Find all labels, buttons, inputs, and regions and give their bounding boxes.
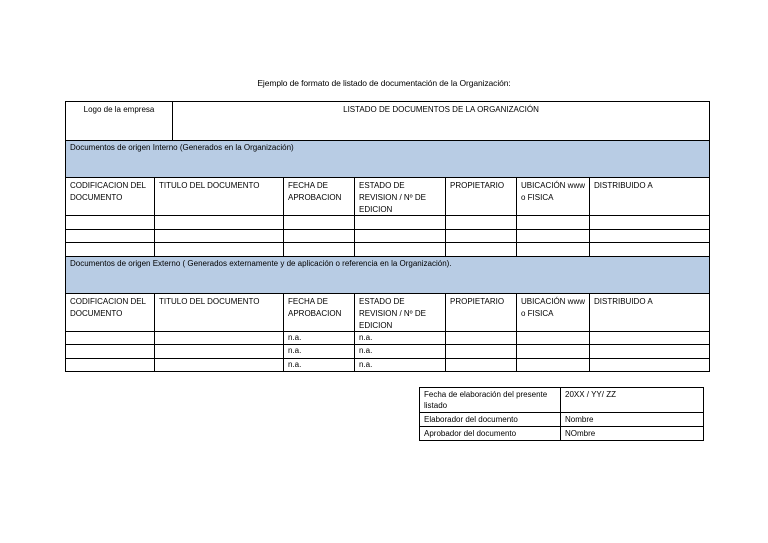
- table-row: [66, 230, 709, 244]
- table-cell: [66, 243, 155, 256]
- info-row-aprobador: [420, 427, 703, 441]
- table-cell: [517, 216, 590, 229]
- table-cell: [590, 243, 709, 256]
- table-cell: [155, 243, 284, 256]
- info-value: NOmbre: [565, 429, 596, 438]
- table-cell: [155, 332, 284, 345]
- table-cell: [446, 359, 517, 372]
- table-cell: [446, 243, 517, 256]
- table-cell: [517, 243, 590, 256]
- table-cell: [355, 216, 446, 229]
- internal-column-headers: [66, 178, 709, 216]
- table-cell: [590, 230, 709, 243]
- table-cell: [590, 359, 709, 372]
- table-cell: [446, 332, 517, 345]
- table-cell: [284, 243, 355, 256]
- table-cell: [590, 332, 709, 345]
- table-cell: n.a.: [355, 332, 446, 345]
- table-row: [66, 359, 709, 373]
- col-header-codificacion: CODIFICACION DEL DOCUMENTO: [66, 294, 155, 331]
- table-cell: [590, 216, 709, 229]
- table-cell: n.a.: [284, 332, 355, 345]
- table-cell: [284, 230, 355, 243]
- logo-placeholder: Logo de la empresa: [66, 102, 173, 140]
- info-label: Fecha de elaboración del presente listado: [420, 388, 561, 412]
- table-cell: [284, 216, 355, 229]
- table-cell: [446, 345, 517, 358]
- table-cell: [446, 216, 517, 229]
- document-list-table: [65, 101, 710, 372]
- info-row-elaborador: [420, 413, 703, 427]
- page-title: Ejemplo de formato de listado de documentación de la Organización:: [257, 78, 511, 88]
- internal-section-header: Documentos de origen Interno (Generados en la Organización): [66, 141, 709, 178]
- table-cell: [155, 359, 284, 372]
- table-row: [66, 243, 709, 257]
- list-title: LISTADO DE DOCUMENTOS DE LA ORGANIZACIÓN: [343, 105, 539, 114]
- table-cell: [517, 332, 590, 345]
- info-row-fecha: [420, 388, 703, 413]
- info-value: Nombre: [565, 415, 594, 424]
- table-cell: n.a.: [284, 359, 355, 372]
- table-header-row: [66, 102, 709, 141]
- col-header-distribuido: DISTRIBUIDO A: [594, 181, 653, 190]
- col-header-propietario: PROPIETARIO: [446, 294, 517, 331]
- table-cell: [517, 230, 590, 243]
- table-cell: [517, 359, 590, 372]
- document-info-table: [419, 387, 704, 441]
- table-row: [66, 216, 709, 230]
- col-header-fecha: FECHA DE APROBACION: [284, 294, 355, 331]
- col-header-fecha: FECHA DE APROBACION: [284, 178, 355, 215]
- table-row: [66, 345, 709, 359]
- col-header-ubicacion: UBICACIÓN www o FISICA: [517, 294, 590, 331]
- table-cell: [66, 332, 155, 345]
- info-label: Aprobador del documento: [420, 427, 561, 440]
- table-row: [66, 332, 709, 346]
- col-header-titulo: TITULO DEL DOCUMENTO: [155, 178, 284, 215]
- table-cell: [355, 243, 446, 256]
- col-header-estado: ESTADO DE REVISION / Nº DE EDICION: [355, 294, 446, 331]
- col-header-ubicacion: UBICACIÓN www o FISICA: [517, 178, 590, 215]
- col-header-distribuido: DISTRIBUIDO A: [594, 296, 653, 306]
- table-cell: [155, 230, 284, 243]
- col-header-estado: ESTADO DE REVISION / Nº DE EDICION: [355, 178, 446, 215]
- table-cell: [590, 345, 709, 358]
- external-column-headers: [66, 294, 709, 332]
- table-cell: [66, 359, 155, 372]
- info-value: 20XX / YY/ ZZ: [565, 390, 616, 399]
- table-cell: [517, 345, 590, 358]
- col-header-titulo: TITULO DEL DOCUMENTO: [155, 294, 284, 331]
- info-label: Elaborador del documento: [420, 413, 561, 426]
- table-cell: n.a.: [355, 359, 446, 372]
- table-cell: [446, 230, 517, 243]
- external-section-header: Documentos de origen Externo ( Generados externamente y de aplicación o referencia en la Organización).: [66, 257, 709, 294]
- col-header-propietario: PROPIETARIO: [446, 178, 517, 215]
- col-header-codificacion: CODIFICACION DEL DOCUMENTO: [66, 178, 155, 215]
- table-cell: [155, 216, 284, 229]
- table-cell: [66, 216, 155, 229]
- table-cell: [155, 345, 284, 358]
- table-cell: [66, 230, 155, 243]
- table-cell: [66, 345, 155, 358]
- table-cell: n.a.: [284, 345, 355, 358]
- table-cell: n.a.: [355, 345, 446, 358]
- table-cell: [355, 230, 446, 243]
